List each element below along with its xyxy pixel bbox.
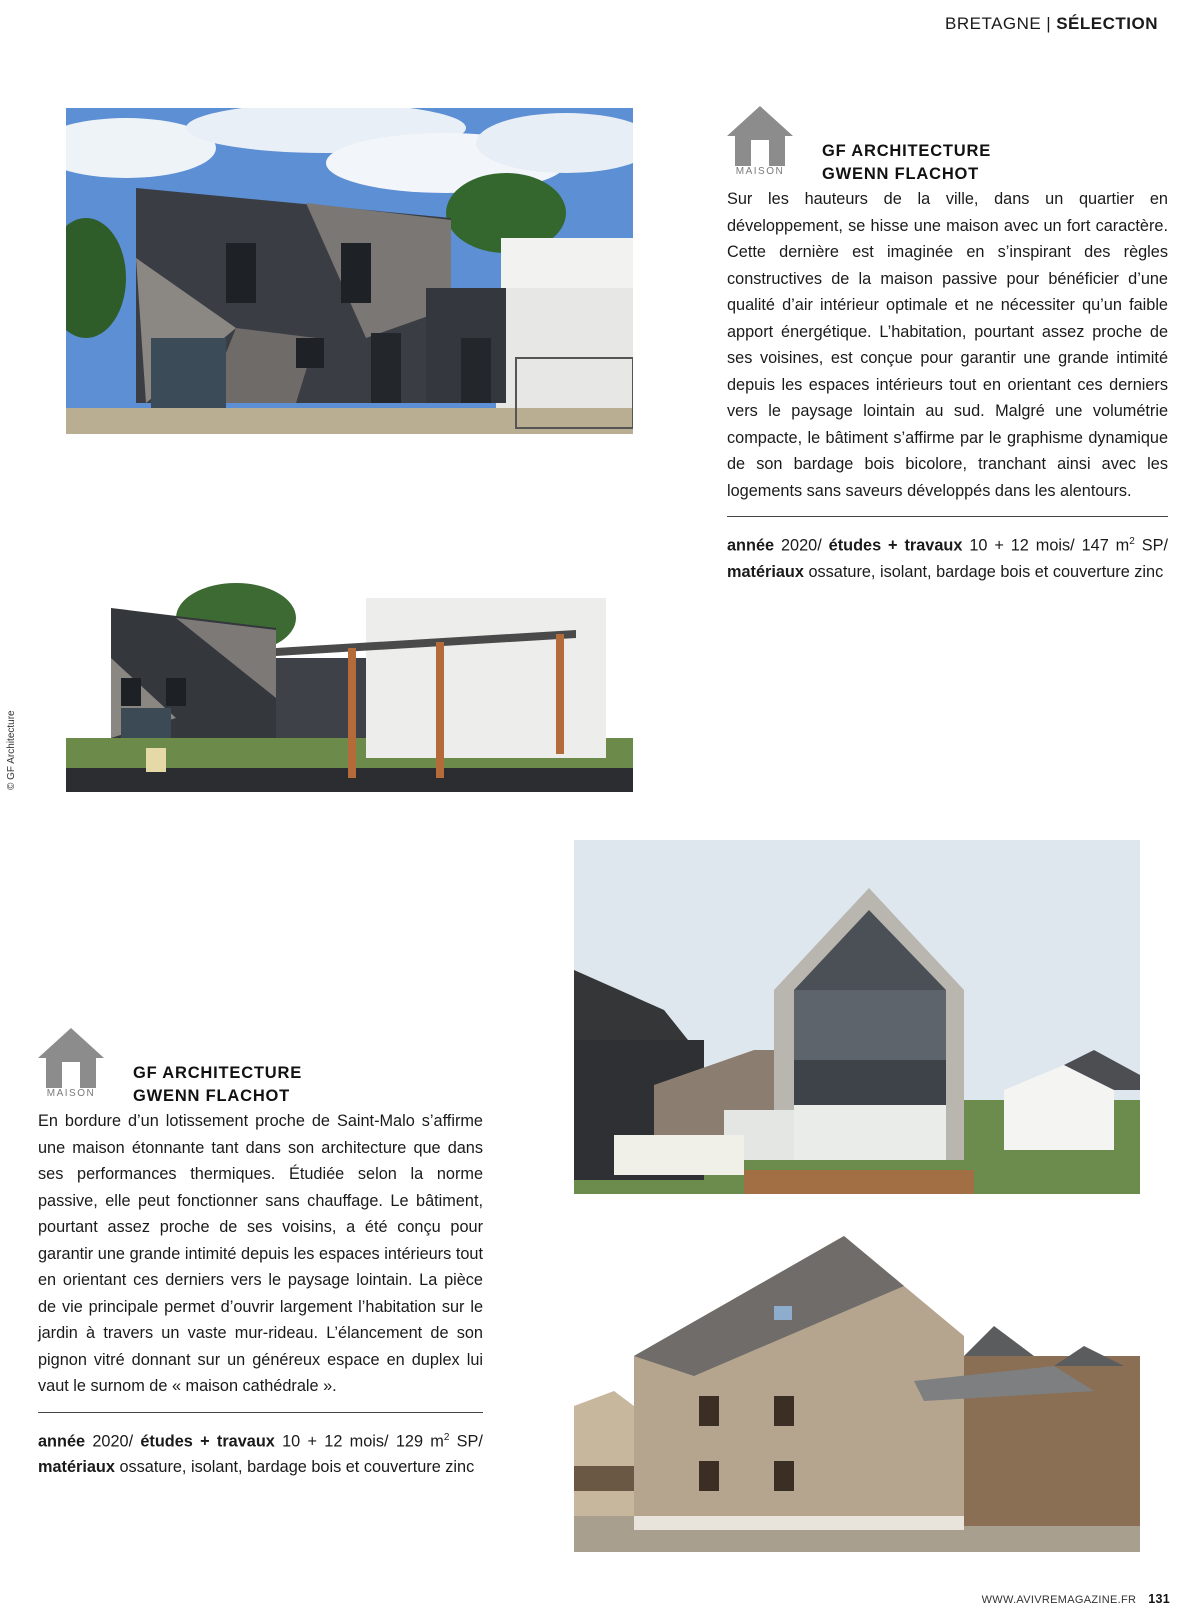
photo-house-1-front [66, 108, 633, 434]
materials-label: matériaux [38, 1458, 115, 1477]
area-superscript: 2 [1129, 536, 1135, 547]
photo-credit: © GF Architecture [6, 710, 17, 790]
materials-label: matériaux [727, 562, 804, 581]
house-icon-label: MAISON [46, 1088, 96, 1099]
area-value: 147 m [1081, 536, 1130, 555]
area-unit: SP [1141, 536, 1164, 555]
divider [727, 516, 1168, 517]
running-header [945, 14, 1158, 34]
works-label: études + travaux [828, 536, 963, 555]
year-value: 2020 [780, 536, 818, 555]
materials-value: ossature, isolant, bardage bois et couverture zinc [119, 1458, 475, 1477]
architect-firm: GF ARCHITECTURE [822, 142, 992, 160]
materials-value: ossature, isolant, bardage bois et couverture zinc [808, 562, 1164, 581]
house-icon-label: MAISON [735, 166, 785, 177]
year-value: 2020 [92, 1431, 129, 1450]
page-number: 131 [1148, 1592, 1170, 1606]
header-separator: | [1046, 14, 1052, 33]
photo-house-1-carport [66, 568, 633, 792]
works-value: 10 + 12 mois [282, 1431, 385, 1450]
architect-name [822, 140, 991, 186]
divider [38, 1412, 483, 1413]
architect-firm: GF ARCHITECTURE [133, 1064, 303, 1082]
architect-person: GWENN FLACHOT [133, 1087, 291, 1105]
header-region: BRETAGNE [945, 14, 1042, 33]
website-url: WWW.AVIVREMAGAZINE.FR [981, 1594, 1137, 1606]
area-unit: SP [456, 1431, 479, 1450]
house-icon [727, 106, 793, 180]
architect-name [133, 1062, 302, 1108]
year-label: année [727, 536, 775, 555]
project-facts: année 2020/ études + travaux 10 + 12 mois/ 147 $m^2$ SP/ matériaux ossature, isolant, bardage bois et couverture zinc [727, 536, 1168, 581]
works-value: 10 + 12 mois [969, 536, 1071, 555]
photo-house-2-gable [574, 840, 1140, 1194]
page-footer [982, 1592, 1170, 1606]
project-1-block [727, 106, 1168, 585]
year-label: année [38, 1431, 86, 1450]
project-description: Sur les hauteurs de la ville, dans un quartier en développement, se hisse une maison avec un fort caractère. Cette dernière est imaginée en s’inspirant des règles constructives de la maison passive pour bénéficier d’une qualité d’air intérieur optimale et ne nécessiter qu’un faible apport énergétique. L’habitation, pourtant assez proche de ses voisines, est conçue pour garantir une grande intimité depuis les espaces intérieurs tout en orientant ces derniers vers le paysage lointain au sud. Malgré une volumétrie compacte, le bâtiment s’affirme par le graphisme dynamique de son bardage bois bicolore, tranchant ainsi avec les logements sans saveurs développés dans les alentours. [727, 190, 1168, 500]
project-2-block [38, 1028, 483, 1481]
project-facts: année 2020/ études + travaux 10 + 12 mois/ 129 $m^2$ SP/ matériaux ossature, isolant, bardage bois et couverture zinc [38, 1431, 483, 1477]
area-superscript: 2 [443, 1431, 450, 1443]
house-icon [38, 1028, 104, 1102]
project-description: En bordure d’un lotissement proche de Saint-Malo s’affirme une maison étonnante tant dans son architecture que dans ses performances thermiques. Étudiée selon la norme passive, elle peut fonctionner sans chauffage. Le bâtiment, pourtant assez proche de ses voisins, a été conçu pour garantir une grande intimité depuis les espaces intérieurs tout en orientant ces derniers vers le paysage lointain. La pièce de vie principale permet d’ouvrir largement l’habitation sur le jardin à travers un vaste mur-rideau. L’élancement de son pignon vitré donnant sur un généreux espace en duplex lui vaut le surnom de « maison cathédrale ». [38, 1112, 483, 1395]
header-section: SÉLECTION [1056, 14, 1158, 33]
photo-house-2-rear [574, 1216, 1140, 1552]
area-value: 129 m [395, 1431, 444, 1450]
works-label: études + travaux [140, 1431, 275, 1450]
architect-person: GWENN FLACHOT [822, 165, 980, 183]
